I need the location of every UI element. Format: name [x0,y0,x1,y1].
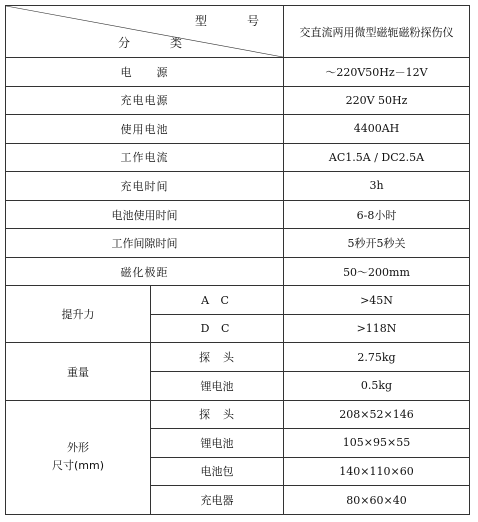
table-row [6,115,470,144]
row-label: 充电时间 [6,172,284,201]
sub-label: 锂电池 [151,429,284,458]
row-value: 208×52×146 [284,400,470,429]
sub-label: 探 头 [151,400,284,429]
row-label: 使用电池 [6,115,284,144]
row-value: >45N [284,286,470,315]
row-value: 2.75kg [284,343,470,372]
row-label: 电池使用时间 [6,200,284,229]
sub-label: 电池包 [151,457,284,486]
row-value: 50～200mm [284,257,470,286]
row-value: 3h [284,172,470,201]
row-label: 工作间隙时间 [6,229,284,258]
row-label: 电 源 [6,58,284,87]
table-row [6,172,470,201]
table-row [6,257,470,286]
size-label-line2: 尺寸(mm) [51,459,104,473]
model-header-label: 型 号 [194,14,273,28]
group-label-weight: 重量 [6,343,151,400]
row-label: 工作电流 [6,143,284,172]
category-header-label: 分 类 [118,36,197,51]
group-label-lift: 提升力 [6,286,151,343]
table-row [6,200,470,229]
sub-label: 探 头 [151,343,284,372]
row-value: 6-8小时 [284,200,470,229]
row-value: 0.5kg [284,372,470,401]
row-value: 4400AH [284,115,470,144]
row-value: >118N [284,314,470,343]
row-label: 充电电源 [6,86,284,115]
table-row [6,143,470,172]
size-label-line1: 外形 [67,441,89,455]
table-row [6,286,470,315]
row-value: 5秒开5秒关 [284,229,470,258]
table-row [6,58,470,87]
sub-label: A C [151,286,284,315]
table-row [6,343,470,372]
row-label: 磁化极距 [6,257,284,286]
row-value: 80×60×40 [284,486,470,515]
table-row [6,229,470,258]
row-value: 140×110×60 [284,457,470,486]
row-value: AC1.5A / DC2.5A [284,143,470,172]
row-value: 105×95×55 [284,429,470,458]
spec-table [5,5,470,515]
row-value: ～220V50Hz－12V [284,58,470,87]
sub-label: 锂电池 [151,372,284,401]
model-value: 交直流两用微型磁轭磁粉探伤仪 [284,6,470,58]
group-label-size [6,400,151,514]
table-row [6,400,470,429]
sub-label: D C [151,314,284,343]
header-row [6,6,470,58]
row-value: 220V 50Hz [284,86,470,115]
header-diagonal-cell [6,6,284,58]
table-row [6,86,470,115]
sub-label: 充电器 [151,486,284,515]
